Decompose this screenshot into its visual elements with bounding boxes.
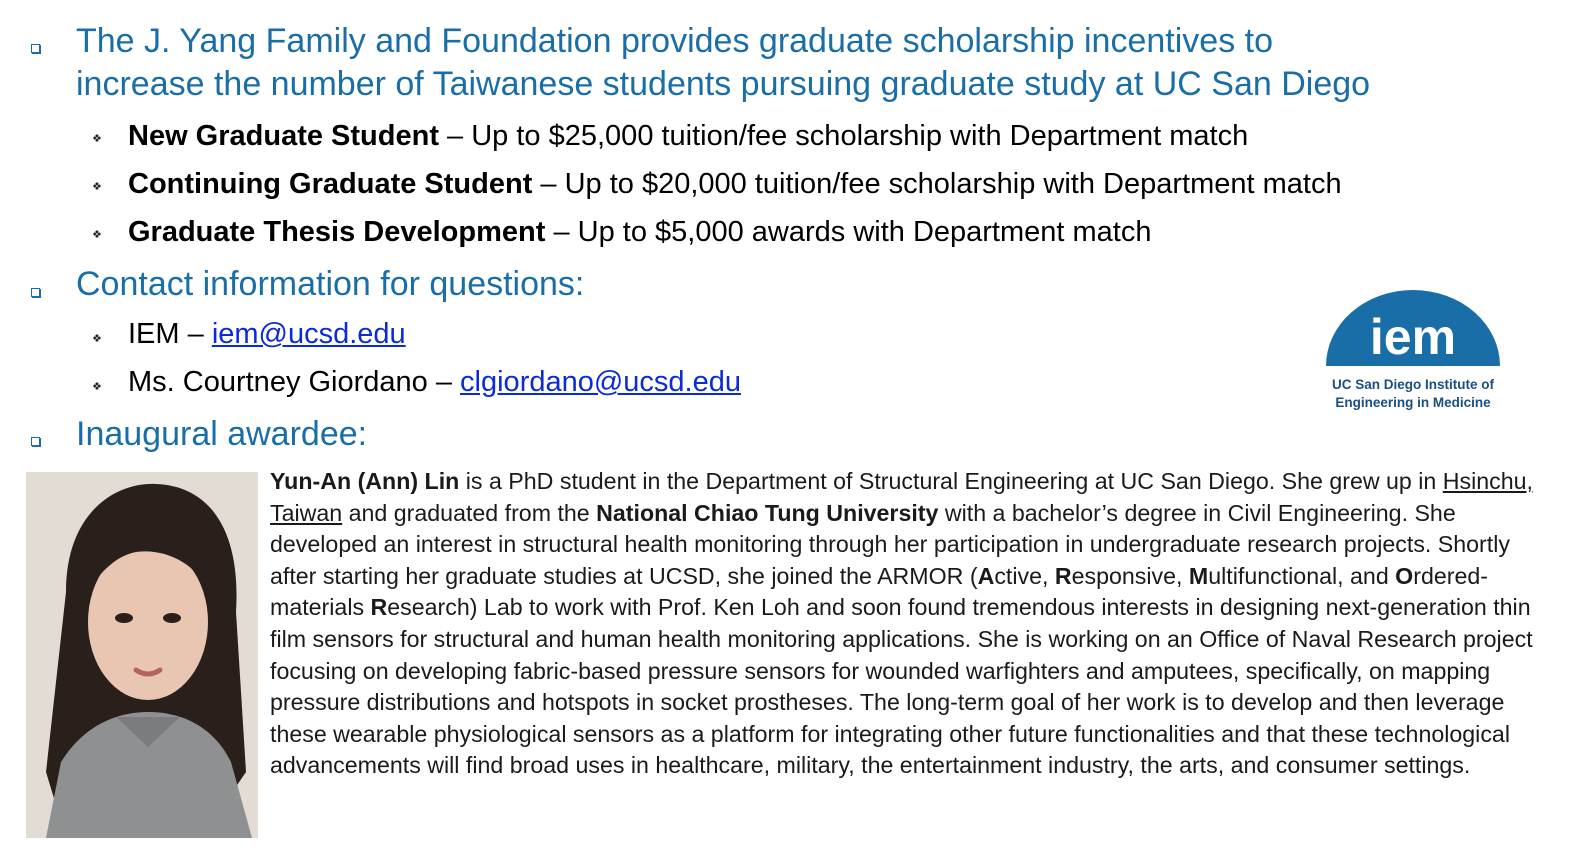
scholarship-desc: – Up to $20,000 tuition/fee scholarship with Department match [532,168,1342,200]
scholarship-title: Continuing Graduate Student [128,168,533,200]
scholarship-title: Graduate Thesis Development [128,216,546,248]
acronym-letter: A [977,562,995,589]
square-bullet-icon [31,288,40,297]
contact-name: Ms. Courtney Giordano – [128,366,461,398]
square-bullet-icon [31,44,40,53]
iem-logo [1318,290,1508,415]
diamond-bullet-icon: ❖ [92,229,102,241]
scholarship-desc: – Up to $5,000 awards with Department match [545,216,1152,248]
logo-word: iem [1369,309,1457,365]
bio-text: ) Lab to work with Prof. Ken Loh and soon found tremendous interests in designing next-generation thin film sensors for structural and human health monitoring applications. She is working on an Office of Naval Research project focusing on developing fabric-based pressure sensors for wounded warfighters and amputees, specifically, on mapping pressure distributions and hotspots in socket prostheses. The long-term goal of her work is to develop and then leverage these wearable physiological sensors as a platform for integrating other future functionalities and that these technological advancements will find broad uses in healthcare, military, the entertainment industry, the arts, and consumer settings. [270,594,1533,779]
intro-line-1: The J. Yang Family and Foundation provides graduate scholarship incentives to [76,22,1273,60]
diamond-bullet-icon: ❖ [92,181,102,193]
logo-line-1: UC San Diego Institute of [1332,377,1494,392]
scholarship-item [128,214,1152,250]
awardee-name: Yun-An (Ann) Lin [270,468,460,494]
scholarship-item [128,118,1248,154]
bio-text: ultifunctional, and [1208,562,1396,589]
acronym-letter: M [1188,562,1209,589]
university: National Chiao Tung University [596,499,939,526]
intro-text [76,20,1370,106]
logo-line-2: Engineering in Medicine [1335,395,1491,410]
scholarship-desc: – Up to $25,000 tuition/fee scholarship with Department match [439,120,1249,152]
bio-text: and graduated from the [342,499,597,526]
awardee-bio [270,466,1546,782]
scholarship-title: New Graduate Student [128,120,439,152]
acronym-letter: R [370,594,388,621]
bio-text: is a PhD student in the Department of Structural Engineering at UC San Diego. She grew up in [459,468,1443,494]
intro-line-2: increase the number of Taiwanese students pursuing graduate study at UC San Diego [76,65,1371,103]
contact-item [128,316,406,352]
acronym-letter: R [1054,562,1072,589]
hometown: Hsinchu, Taiwan [270,468,1533,526]
portrait-illustration [26,472,258,838]
bio-text: ctive, [994,562,1055,589]
awardee-photo [26,472,258,838]
scholarship-item [128,166,1342,202]
bio-text: rdered-materials [270,562,1488,621]
email-link-iem[interactable]: iem@ucsd.edu [211,318,406,350]
square-bullet-icon [31,437,40,446]
diamond-bullet-icon: ❖ [92,333,102,345]
bio-text: esponsive, [1071,562,1189,589]
acronym-letter: O [1395,562,1414,589]
diamond-bullet-icon: ❖ [92,133,102,145]
contact-item [128,364,741,400]
diamond-bullet-icon: ❖ [92,381,102,393]
bio-text: with a bachelor’s degree in Civil Engineering. She developed an interest in structural health monitoring through her participation in undergraduate research projects. Shortly after starting her graduate studies at UCSD, she joined the ARMOR ( [270,499,1510,589]
bio-text: esearch [387,594,470,621]
contact-heading: Contact information for questions: [76,265,585,303]
email-link-giordano[interactable]: clgiordano@ucsd.edu [460,366,741,398]
contact-name: IEM – [128,318,212,350]
awardee-heading: Inaugural awardee: [76,415,368,453]
